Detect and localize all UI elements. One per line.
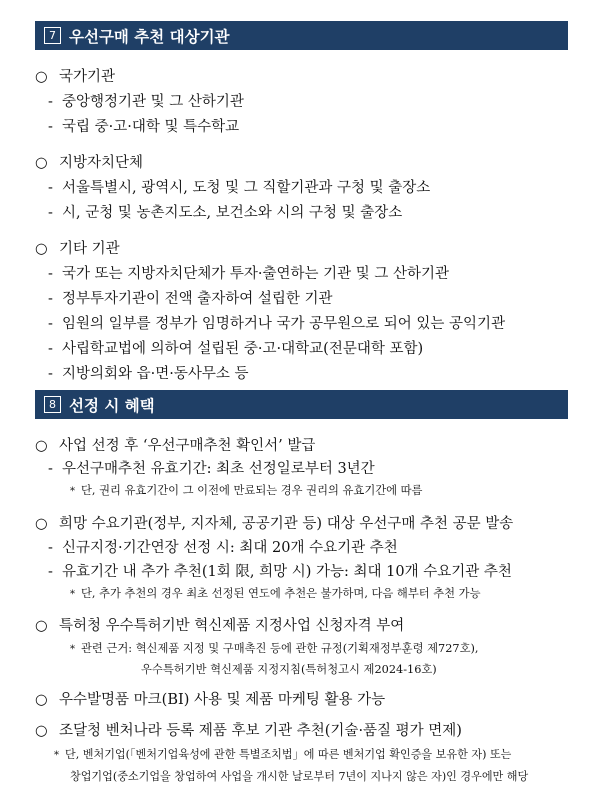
section-number: 8 — [44, 396, 61, 413]
section-title: 선정 시 혜택 — [69, 396, 155, 415]
footnote: * 단, 권리 유효기간이 그 이전에 만료되는 경우 권리의 유효기간에 따름 — [70, 484, 423, 497]
footnote-continuation: 우수특허기반 혁신제품 지정지침(특허청고시 제2024-16호) — [141, 663, 437, 676]
list-item: - 국가 또는 지방자치단체가 투자·출연하는 기관 및 그 산하기관 — [48, 266, 450, 282]
section-number: 7 — [44, 27, 61, 44]
list-item: - 서울특별시, 광역시, 도청 및 그 직할기관과 구청 및 출장소 — [48, 180, 431, 196]
benefit-title: ○ 사업 선정 후 ‘우선구매추천 확인서’ 발급 — [35, 438, 316, 454]
group-title-national: ○ 국가기관 — [35, 69, 116, 85]
list-item: - 시, 군청 및 농촌지도소, 보건소와 시의 구청 및 출장소 — [48, 205, 403, 221]
list-item: - 신규지정·기간연장 선정 시: 최대 20개 수요기관 추천 — [48, 540, 398, 556]
footnote: * 단, 추가 추천의 경우 최초 선정된 연도에 추천은 불가하며, 다음 해부터 추천 가능 — [70, 587, 481, 600]
benefit-title: ○ 특허청 우수특허기반 혁신제품 지정사업 신청자격 부여 — [35, 618, 405, 634]
group-title-other: ○ 기타 기관 — [35, 241, 120, 257]
list-item: - 국립 중·고·대학 및 특수학교 — [48, 119, 240, 135]
list-item: - 사립학교법에 의하여 설립된 중·고·대학교(전문대학 포함) — [48, 341, 424, 357]
list-item: - 지방의회와 읍·면·동사무소 등 — [48, 366, 249, 382]
section-title: 우선구매 추천 대상기관 — [69, 27, 230, 46]
benefit-title: ○ 희망 수요기관(정부, 지자체, 공공기관 등) 대상 우선구매 추천 공문 발송 — [35, 516, 514, 532]
benefit-title: ○ 조달청 벤처나라 등록 제품 후보 기관 추천(기술·품질 평가 면제) — [35, 723, 462, 739]
list-item: - 우선구매추천 유효기간: 최초 선정일로부터 3년간 — [48, 461, 375, 477]
list-item: - 임원의 일부를 정부가 임명하거나 국가 공무원으로 되어 있는 공익기관 — [48, 316, 506, 332]
footnote-continuation: 창업기업(중소기업을 창업하여 사업을 개시한 날로부터 7년이 지나지 않은 자)인 경우에만 해당 — [70, 770, 529, 783]
section-header-8 — [35, 390, 568, 419]
footnote: * 관련 근거: 혁신제품 지정 및 구매촉진 등에 관한 규정(기획재정부훈령 제727호), — [70, 642, 479, 655]
list-item: - 정부투자기관이 전액 출자하여 설립한 기관 — [48, 291, 333, 307]
list-item: - 유효기간 내 추가 추천(1회 限, 희망 시) 가능: 최대 10개 수요기관 추천 — [48, 564, 512, 580]
section-header-7 — [35, 21, 568, 50]
group-title-local: ○ 지방자치단체 — [35, 155, 144, 171]
benefit-title: ○ 우수발명품 마크(BI) 사용 및 제품 마케팅 활용 가능 — [35, 692, 386, 708]
footnote: * 단, 벤처기업(「벤처기업육성에 관한 특별조치법」에 따른 벤처기업 확인증을 보유한 자) 또는 — [54, 748, 512, 761]
list-item: - 중앙행정기관 및 그 산하기관 — [48, 94, 244, 110]
